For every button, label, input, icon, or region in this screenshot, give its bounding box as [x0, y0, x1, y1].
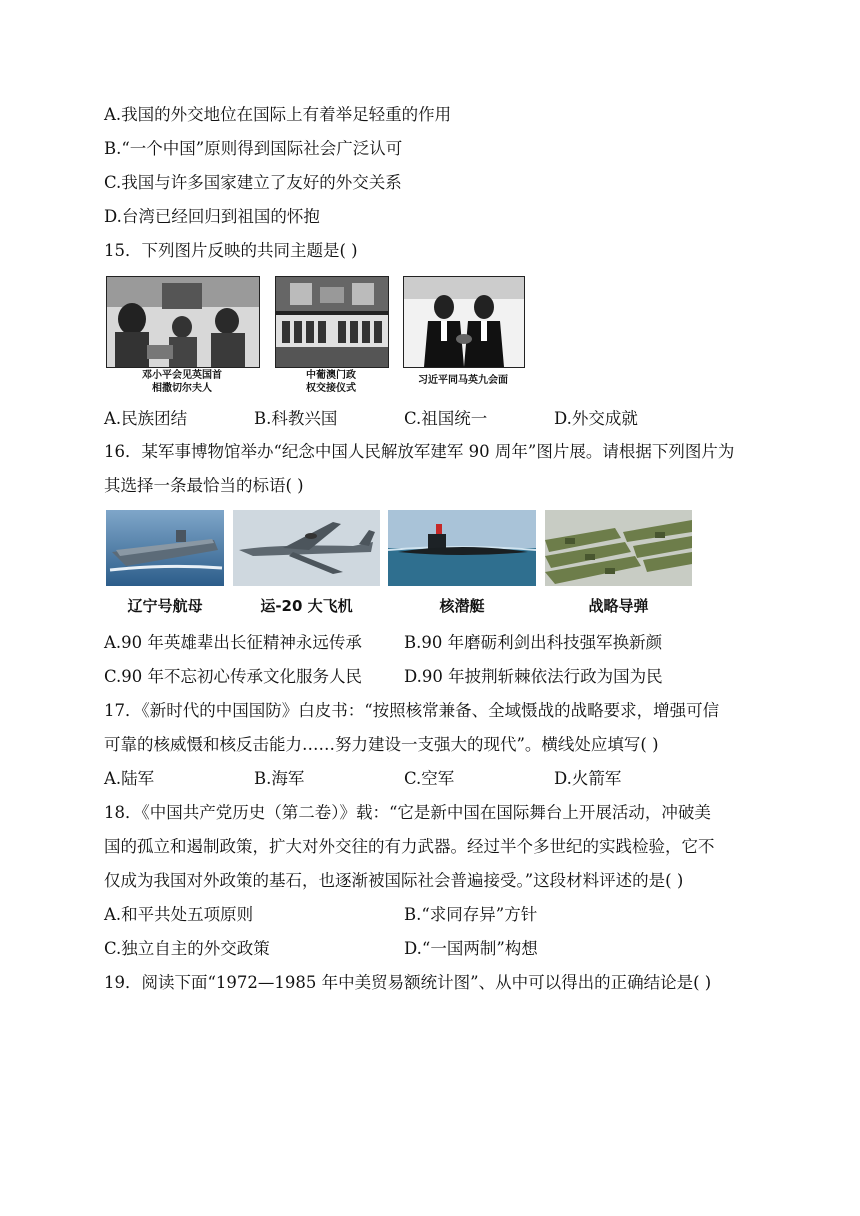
q14-option-d: D.台湾已经回归到祖国的怀抱 — [104, 207, 320, 226]
q17-option-d: D.火箭军 — [554, 769, 622, 788]
q16-option-c: C.90 年不忘初心传承文化服务人民 — [104, 667, 363, 686]
q15-photo-macau-handover — [275, 276, 389, 368]
q15-option-b: B.科教兴国 — [254, 409, 338, 428]
q15-photo-xi-ma-meeting — [403, 276, 525, 368]
q15-caption-1: 邓小平会见英国首 相撒切尔夫人 — [142, 370, 222, 394]
q15-stem: 15．下列图片反映的共同主题是( ) — [104, 241, 358, 260]
q16-option-b: B.90 年磨砺利剑出科技强军换新颜 — [404, 633, 663, 652]
q15-caption-3: 习近平同马英九会面 — [418, 375, 508, 386]
q16-option-d: D.90 年披荆斩棘依法行政为国为民 — [404, 667, 663, 686]
q16-stem-line-2: 其选择一条最恰当的标语( ) — [104, 476, 304, 495]
q17-option-b: B.海军 — [254, 769, 305, 788]
q16-photo-y20-aircraft — [233, 510, 380, 586]
q18-option-c: C.独立自主的外交政策 — [104, 939, 270, 958]
q17-stem-line-1: 17．《新时代的中国国防》白皮书：“按照核常兼备、全域慑战的战略要求，增强可信 — [104, 701, 720, 720]
q16-caption-2: 运-20 大飞机 — [260, 597, 353, 615]
q18-option-d: D.“一国两制”构想 — [404, 939, 538, 958]
q17-stem-line-2: 可靠的核威慑和核反击能力……努力建设一支强大的现代”。横线处应填写( ) — [104, 735, 659, 754]
q16-photo-strategic-missiles — [545, 510, 692, 586]
q15-option-a: A.民族团结 — [104, 409, 188, 428]
q16-photo-nuclear-submarine — [388, 510, 536, 586]
q18-stem-line-3: 仅成为我国对外政策的基石，也逐渐被国际社会普遍接受。”这段材料评述的是( ) — [104, 871, 684, 890]
q17-option-a: A.陆军 — [104, 769, 155, 788]
q16-caption-1: 辽宁号航母 — [127, 597, 203, 615]
q15-option-d: D.外交成就 — [554, 409, 638, 428]
q16-stem-line-1: 16．某军事博物馆举办“纪念中国人民解放军建军 90 周年”图片展。请根据下列图片为 — [104, 442, 735, 461]
q16-caption-3: 核潜艇 — [439, 597, 485, 615]
q14-option-c: C.我国与许多国家建立了友好的外交关系 — [104, 173, 402, 192]
q14-option-b: B.“一个中国”原则得到国际社会广泛认可 — [104, 139, 403, 158]
q18-stem-line-1: 18．《中国共产党历史（第二卷）》载：“它是新中国在国际舞台上开展活动，冲破美 — [104, 803, 711, 822]
q16-caption-4: 战略导弹 — [588, 597, 649, 615]
q16-photo-aircraft-carrier — [106, 510, 224, 586]
q19-stem: 19．阅读下面“1972—1985 年中美贸易额统计图”、从中可以得出的正确结论是( ) — [104, 973, 712, 992]
q15-option-c: C.祖国统一 — [404, 409, 488, 428]
q14-option-a: A.我国的外交地位在国际上有着举足轻重的作用 — [104, 105, 452, 124]
q15-caption-2: 中葡澳门政 权交接仪式 — [306, 370, 356, 394]
q18-stem-line-2: 国的孤立和遏制政策，扩大对外交往的有力武器。经过半个多世纪的实践检验，它不 — [104, 837, 715, 856]
q16-option-a: A.90 年英雄辈出长征精神永远传承 — [104, 633, 362, 652]
q18-option-a: A.和平共处五项原则 — [104, 905, 254, 924]
q18-option-b: B.“求同存异”方针 — [404, 905, 538, 924]
q17-option-c: C.空军 — [404, 769, 455, 788]
q15-photo-deng-thatcher — [106, 276, 260, 368]
